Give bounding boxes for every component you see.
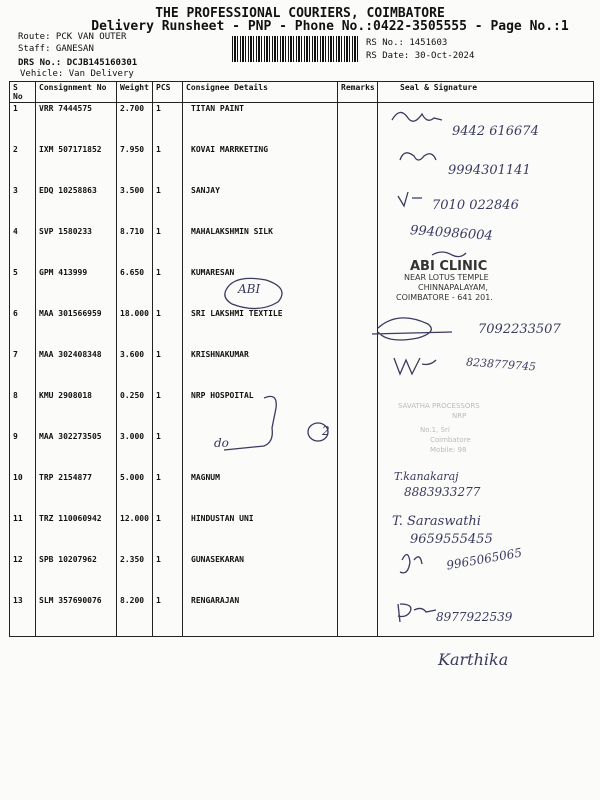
faint-stamp-line2: NRP: [452, 412, 467, 420]
clinic-stamp-line2: NEAR LOTUS TEMPLE: [404, 273, 489, 282]
cell-wt: 2.700: [117, 103, 153, 145]
cell-sno: 1: [10, 103, 36, 145]
signature-6: [372, 318, 452, 340]
cell-pcs: 1: [153, 513, 183, 554]
cell-pcs: 1: [153, 431, 183, 472]
cell-cno: KMU 2908018: [36, 390, 117, 431]
cell-name: KOVAI MARRKETING: [183, 144, 338, 185]
vehicle-label: Vehicle: Van Delivery: [20, 69, 134, 79]
col-remarks: Remarks: [338, 82, 378, 103]
signature-12: [400, 554, 422, 572]
cell-name: KUMARESAN: [183, 267, 338, 308]
cell-wt: 0.250: [117, 390, 153, 431]
cell-pcs: 1: [153, 349, 183, 390]
cell-name: SRI LAKSHMI TEXTILE: [183, 308, 338, 349]
cell-wt: 12.000: [117, 513, 153, 554]
bracket-mark: [224, 396, 276, 450]
cell-name: GUNASEKARAN: [183, 554, 338, 595]
rs-number: RS No.: 1451603: [366, 38, 448, 48]
handwritten-name-11: T. Saraswathi: [392, 514, 481, 529]
cell-wt: 18.000: [117, 308, 153, 349]
cell-cno: TRZ 110060942: [36, 513, 117, 554]
faint-stamp-line5: Mobile: 98: [430, 446, 467, 454]
runsheet-subtitle: Delivery Runsheet - PNP - Phone No.:0422-3505555 - Page No.:1: [91, 19, 569, 34]
col-consignee: Consignee Details: [183, 82, 338, 103]
cell-sno: 4: [10, 226, 36, 267]
col-signature: Seal & Signature: [378, 82, 594, 103]
cell-sno: 3: [10, 185, 36, 226]
cell-cno: MAA 301566959: [36, 308, 117, 349]
cell-pcs: 1: [153, 308, 183, 349]
clinic-stamp-line3: CHINNAPALAYAM,: [418, 283, 488, 292]
cell-pcs: 1: [153, 185, 183, 226]
cell-cno: IXM 507171852: [36, 144, 117, 185]
cell-name: MAHALAKSHMIN SILK: [183, 226, 338, 267]
cell-wt: 3.600: [117, 349, 153, 390]
cell-cno: SVP 1580233: [36, 226, 117, 267]
cell-name: SANJAY: [183, 185, 338, 226]
cell-sno: 10: [10, 472, 36, 513]
cell-pcs: 1: [153, 472, 183, 513]
cell-cno: GPM 413999: [36, 267, 117, 308]
cell-name: HINDUSTAN UNI: [183, 513, 338, 554]
faint-stamp-line1: SAVATHA PROCESSORS: [398, 402, 480, 410]
cell-sno: 8: [10, 390, 36, 431]
cell-wt: 3.500: [117, 185, 153, 226]
clinic-stamp-line4: COIMBATORE - 641 201.: [396, 293, 493, 302]
cell-pcs: 1: [153, 554, 183, 595]
signature-3: [398, 192, 422, 206]
drs-number: DRS No.: DCJB145160301: [18, 58, 138, 68]
cell-pcs: 1: [153, 144, 183, 185]
cell-name: KRISHNAKUMAR: [183, 349, 338, 390]
cell-wt: 3.000: [117, 431, 153, 472]
cell-cno: EDQ 10258863: [36, 185, 117, 226]
rs-date: RS Date: 30-Oct-2024: [366, 51, 475, 61]
signature-7: [394, 358, 436, 374]
cell-pcs: 1: [153, 226, 183, 267]
cell-cno: SLM 357690076: [36, 595, 117, 637]
cell-sno: 2: [10, 144, 36, 185]
cell-wt: 2.350: [117, 554, 153, 595]
cell-name: MAGNUM: [183, 472, 338, 513]
handwritten-bottom-name: Karthika: [438, 650, 509, 669]
faint-stamp-line3: No.1, Sri: [420, 426, 450, 434]
route-label: Route: PCK VAN OUTER: [18, 32, 127, 42]
cell-sno: 11: [10, 513, 36, 554]
cell-wt: 8.200: [117, 595, 153, 637]
handwritten-phone-3: 7010 022846: [432, 198, 519, 213]
cell-sno: 12: [10, 554, 36, 595]
cell-cno: MAA 302408348: [36, 349, 117, 390]
handwritten-phone-1: 9442 616674: [452, 124, 539, 139]
cell-sno: 5: [10, 267, 36, 308]
cell-wt: 8.710: [117, 226, 153, 267]
cell-wt: 6.650: [117, 267, 153, 308]
cell-cno: SPB 10207962: [36, 554, 117, 595]
cell-sno: 9: [10, 431, 36, 472]
cell-cno: VRR 7444575: [36, 103, 117, 145]
handwritten-phone-12: 9965065065: [445, 545, 523, 573]
cell-pcs: 1: [153, 267, 183, 308]
col-pcs: PCS: [153, 82, 183, 103]
handwritten-name-10: T.kanakaraj: [394, 470, 459, 483]
cell-pcs: 1: [153, 103, 183, 145]
signature-1: [392, 112, 442, 121]
staff-label: Staff: GANESAN: [18, 44, 94, 54]
cell-cno: MAA 302273505: [36, 431, 117, 472]
cell-wt: 5.000: [117, 472, 153, 513]
cell-name: NRP HOSPOITAL: [183, 390, 338, 431]
cell-sno: 7: [10, 349, 36, 390]
cell-cno: TRP 2154877: [36, 472, 117, 513]
circled-number: 2: [322, 424, 330, 438]
cell-wt: 7.950: [117, 144, 153, 185]
col-consignment: Consignment No: [36, 82, 117, 103]
handwritten-phone-2: 9994301141: [448, 163, 531, 178]
cell-sno: 13: [10, 595, 36, 637]
handwritten-do: do: [214, 436, 229, 450]
signature-13: [398, 604, 436, 622]
handwritten-phone-10: 8883933277: [404, 485, 481, 499]
company-title: THE PROFESSIONAL COURIERS, COIMBATORE: [155, 6, 445, 21]
cell-name: TITAN PAINT: [183, 103, 338, 145]
col-sno: S No: [10, 82, 36, 103]
cell-pcs: 1: [153, 595, 183, 637]
handwritten-phone-11: 9659555455: [410, 532, 493, 547]
cell-name: RENGARAJAN: [183, 595, 338, 637]
col-weight: Weight: [117, 82, 153, 103]
signature-4: [432, 252, 466, 257]
clinic-stamp-name: ABI CLINIC: [410, 259, 488, 274]
handwritten-phone-6: 7092233507: [478, 322, 561, 337]
cell-pcs: 1: [153, 390, 183, 431]
faint-stamp-line4: Coimbatore: [430, 436, 471, 444]
handwritten-phone-4: 9940986004: [409, 223, 494, 244]
handwritten-phone-7: 8238779745: [465, 355, 537, 374]
cell-sno: 6: [10, 308, 36, 349]
handwritten-phone-13: 8977922539: [436, 610, 513, 624]
signature-2: [400, 153, 436, 160]
handwritten-abi: ABI: [238, 282, 261, 296]
